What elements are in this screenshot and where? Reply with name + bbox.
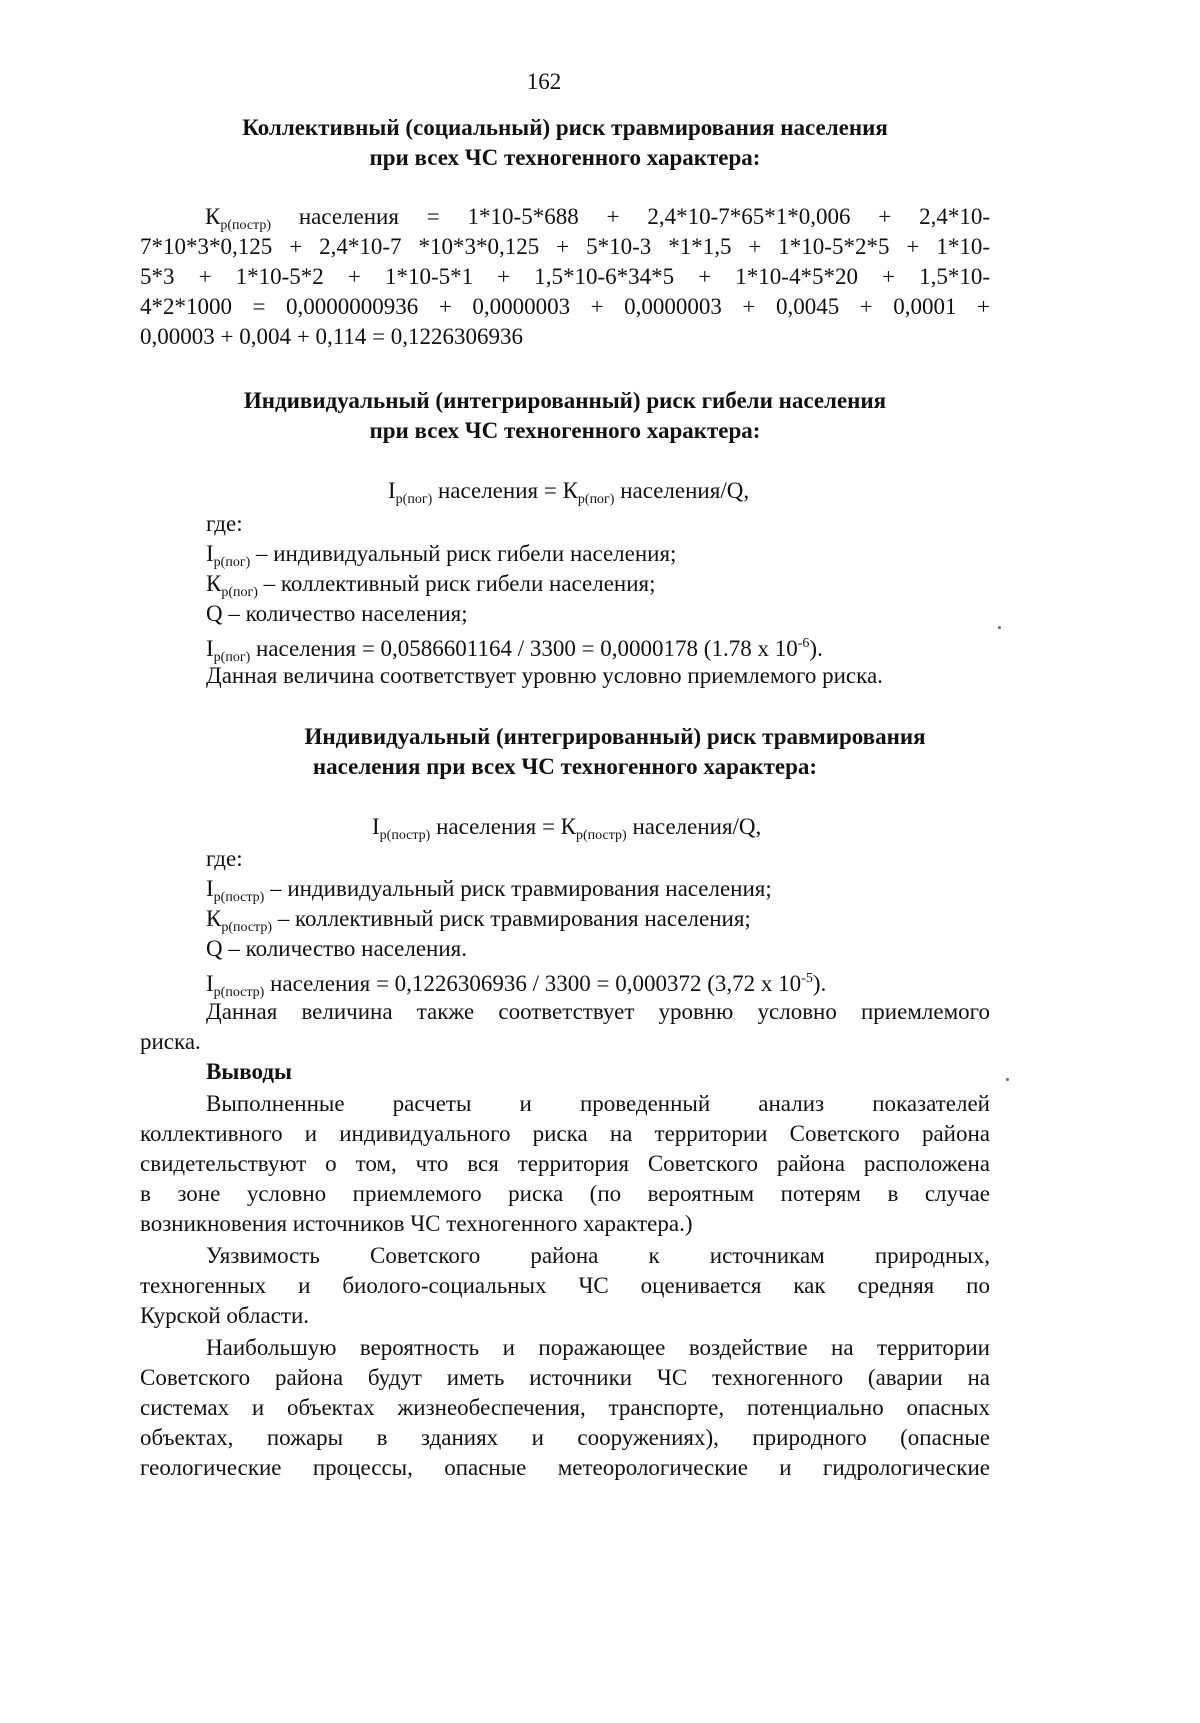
section3-def-ip: $I_{р(постр)}$ – индивидуальный риск травмирования населения; — [206, 876, 772, 905]
section2-calc: $I_{р(пог)}$ населения = 0,0586601164 / 3300 = 0,0000178 (1.78 х $10^{-6}$). — [206, 636, 823, 665]
section3-title-line1: Индивидуальный (интегрированный) риск травмирования — [304, 724, 926, 749]
section3-where: где: — [206, 846, 243, 871]
section3-def-kp: $К_{р(постр)}$ – коллективный риск травмирования населения; — [206, 906, 751, 935]
section1-formula-line2: 7*10*3*0,125 + 2,4*10-7 *10*3*0,125 + 5*10-3 *1*1,5 + 1*10-5*2*5 + 1*10- — [140, 234, 990, 259]
page-number: 162 — [526, 69, 562, 94]
section2-title-line1: Индивидуальный (интегрированный) риск гибели населения — [243, 388, 887, 413]
section3-calc: $I_{р(постр)}$ населения = 0,1226306936 / 3300 = 0,000372 (3,72 х $10^{-5}$). — [206, 971, 827, 1000]
conclusions-heading: Выводы — [206, 1059, 292, 1084]
conclusions-p2-line1: Уязвимость Советского района к источникам природных, — [206, 1243, 990, 1268]
section3-conclusion-line1: Данная величина также соответствует уровню условно приемлемого — [206, 999, 990, 1024]
conclusions-p1-line4: в зоне условно приемлемого риска (по вероятным потерям в случае — [140, 1181, 990, 1206]
section1-title-line2: при всех ЧС техногенного характера: — [369, 145, 761, 170]
formula-symbol-kr-postr: $К_{р(постр)}$ — [205, 204, 272, 233]
section2-conclusion: Данная величина соответствует уровню условно приемлемого риска. — [206, 663, 883, 688]
section3-formula: $I_{р(постр)}$ населения = $К_{р(постр)}$ населения/Q, — [372, 814, 762, 843]
section1-title-line1: Коллективный (социальный) риск травмирования населения — [242, 115, 888, 140]
section1-formula-line4: 4*2*1000 = 0,0000000936 + 0,0000003 + 0,0000003 + 0,0045 + 0,0001 + — [140, 294, 990, 319]
conclusions-p2-line3: Курской области. — [140, 1303, 310, 1328]
section2-title-line2: при всех ЧС техногенного характера: — [369, 418, 761, 443]
section3-def-q: Q – количество населения. — [206, 936, 468, 961]
conclusions-p1-line1: Выполненные расчеты и проведенный анализ показателей — [206, 1091, 990, 1116]
conclusions-p2-line2: техногенных и биолого-социальных ЧС оценивается как средняя по — [140, 1273, 990, 1298]
section1-formula-line3: 5*3 + 1*10-5*2 + 1*10-5*1 + 1,5*10-6*34*5 + 1*10-4*5*20 + 1,5*10- — [140, 264, 990, 289]
section2-def-kp: $К_{р(пог)}$ – коллективный риск гибели населения; — [206, 571, 656, 600]
scan-speck — [998, 626, 1001, 629]
conclusions-p3-line1: Наибольшую вероятность и поражающее воздействие на территории — [206, 1335, 990, 1360]
conclusions-p3-line4: объектах, пожары в зданиях и сооружениях), природного (опасные — [140, 1425, 990, 1450]
conclusions-p3-line3: системах и объектах жизнеобеспечения, транспорте, потенциально опасных — [140, 1395, 990, 1420]
section2-def-ip: $I_{р(пог)}$ – индивидуальный риск гибели населения; — [206, 541, 677, 570]
conclusions-p1-line3: свидетельствуют о том, что вся территория Советского района расположена — [140, 1151, 990, 1176]
section2-formula: $I_{р(пог)}$ населения = $К_{р(пог)}$ населения/Q, — [388, 478, 750, 507]
conclusions-p1-line2: коллективного и индивидуального риска на территории Советского района — [140, 1121, 990, 1146]
scan-speck — [1006, 1078, 1009, 1081]
conclusions-p1-line5: возникновения источников ЧС техногенного характера.) — [140, 1211, 693, 1236]
section3-title-line2: населения при всех ЧС техногенного характера: — [312, 754, 818, 779]
conclusions-p3-line5: геологические процессы, опасные метеорологические и гидрологические — [140, 1455, 990, 1480]
section2-def-q: Q – количество населения; — [206, 601, 468, 626]
formula-text: населения = 1*10-5*688 + 2,4*10-7*65*1*0,006 + 2,4*10- — [298, 204, 990, 229]
section3-conclusion-line2: риска. — [140, 1029, 201, 1054]
conclusions-p3-line2: Советского района будут иметь источники ЧС техногенного (аварии на — [140, 1365, 990, 1390]
section1-formula-line5: 0,00003 + 0,004 + 0,114 = 0,1226306936 — [140, 324, 524, 349]
section2-where: где: — [206, 511, 243, 536]
